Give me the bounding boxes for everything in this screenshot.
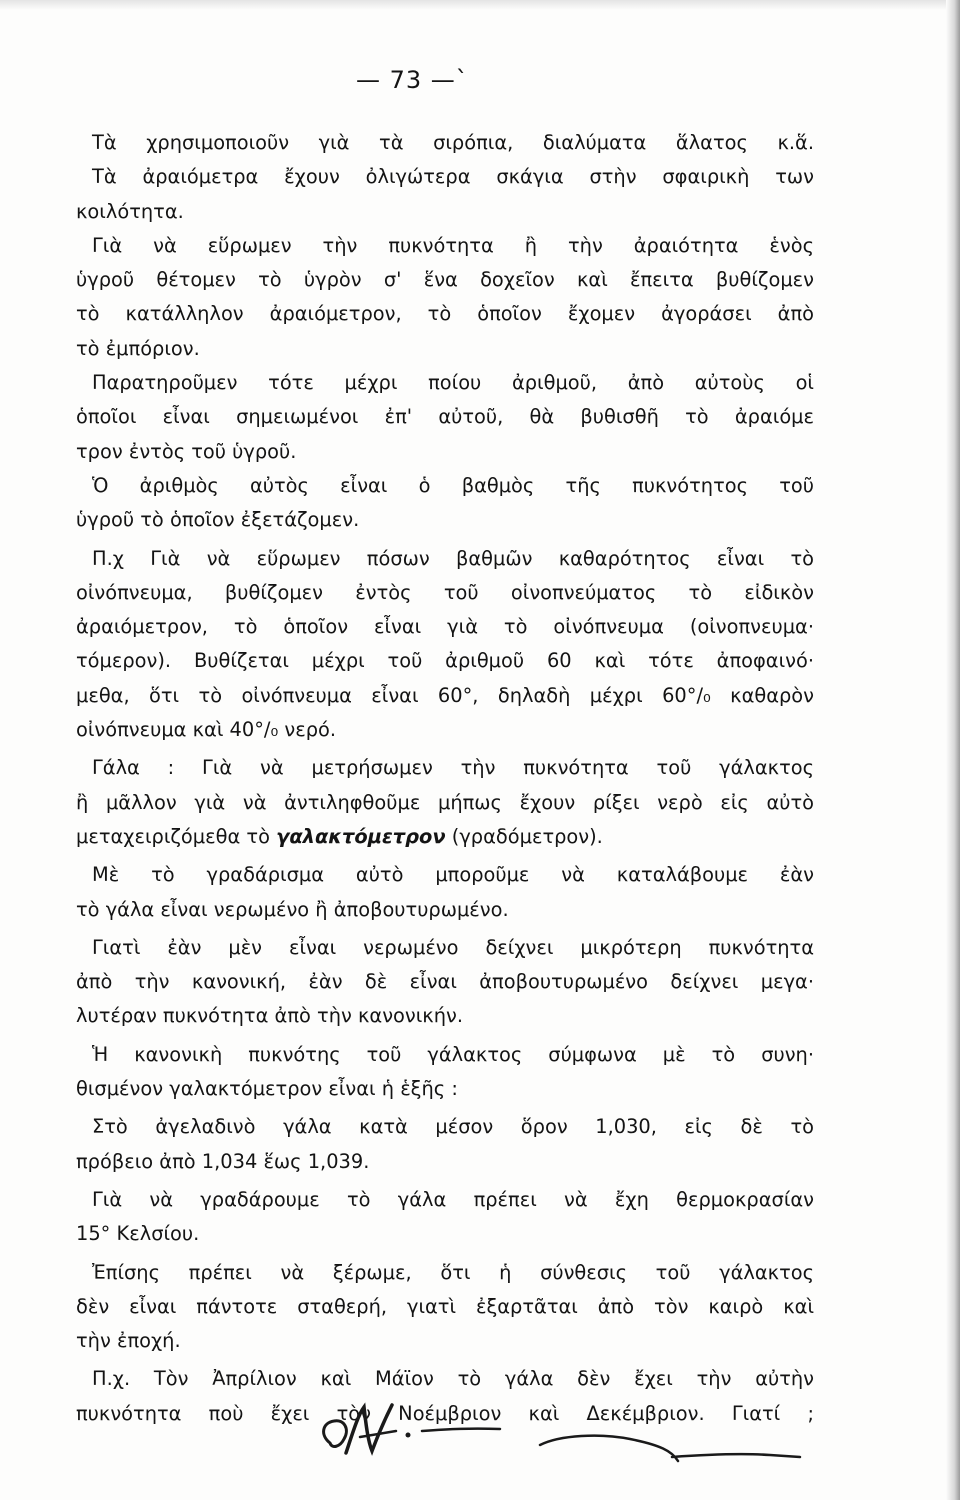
text-line: ὑγροῦ θέτομεν τὸ ὑγρὸν σ' ἕνα δοχεῖον καὶ ἔπειτα βυθίζομεν — [76, 268, 814, 292]
text-line: τὸ γάλα εἶναι νερωμένο ἢ ἀποβουτυρωμένο. — [76, 897, 509, 921]
text-line: κοιλότητα. — [76, 199, 184, 223]
page-number: — 73 —` — [356, 66, 469, 94]
text-line: πρόβειο ἀπὸ 1,034 ἕως 1,039. — [76, 1149, 370, 1173]
text-line: Γιατὶ ἐὰν μὲν εἶναι νερωμένο δείχνει μικρότερη πυκνότητα — [92, 935, 814, 959]
page-edge — [946, 0, 960, 1500]
text-line-mixed — [76, 820, 814, 854]
text-segment: (γραδόμετρον). — [451, 824, 603, 848]
text-line: τὸ κατάλληλον ἀραιόμετρον, τὸ ὁποῖον ἔχομεν ἀγοράσει ἀπὸ — [76, 302, 814, 326]
text-line: πυκνότητα ποὺ ἔχει τὸν Νοέμβριον καὶ Δεκέμβριον. Γιατί ; — [76, 1401, 814, 1425]
text-line: Ὁ ἀριθμὸς αὐτὸς εἶναι ὁ βαθμὸς τῆς πυκνότητος τοῦ — [92, 473, 814, 497]
text-line: λυτέραν πυκνότητα ἀπὸ τὴν κανονικήν. — [76, 1004, 463, 1028]
text-segment: μεταχειριζόμεθα τὸ — [76, 824, 270, 848]
text-line: Στὸ ἀγελαδινὸ γάλα κατὰ μέσον ὅρον 1,030, εἰς δὲ τὸ — [92, 1115, 814, 1139]
text-line: τόμερον). Βυθίζεται μέχρι τοῦ ἀριθμοῦ 60 καὶ τότε ἀποφαινό· — [76, 649, 814, 673]
text-line: τὸ ἐμπόριον. — [76, 336, 200, 360]
emphasized-term: γαλακτόμετρον — [276, 824, 446, 848]
text-line: Μὲ τὸ γραδάρισμα αὐτὸ μποροῦμε νὰ καταλάβουμε ἐὰν — [92, 863, 814, 887]
text-line: οἰνόπνευμα καὶ 40°/₀ νερό. — [76, 718, 337, 742]
text-line: Γάλα : Γιὰ νὰ μετρήσωμεν τὴν πυκνότητα τοῦ γάλακτος — [92, 756, 814, 780]
body-text — [76, 126, 814, 1431]
text-line: ὁποῖοι εἶναι σημειωμένοι ἐπ' αὐτοῦ, θὰ βυθισθῆ τὸ ἀραιόμε — [76, 405, 814, 429]
text-line: ἀραιόμετρον, τὸ ὁποῖον εἶναι γιὰ τὸ οἰνόπνευμα (οἰνοπνευμα· — [76, 615, 814, 639]
text-line: Παρατηροῦμεν τότε μέχρι ποίου ἀριθμοῦ, ἀπὸ αὐτοὺς οἱ — [92, 371, 814, 395]
text-line: οἰνόπνευμα, βυθίζομεν ἐντὸς τοῦ οἰνοπνεύματος τὸ εἰδικὸν — [76, 580, 814, 604]
text-line: Γιὰ νὰ γραδάρουμε τὸ γάλα πρέπει νὰ ἔχη θερμοκρασίαν — [92, 1187, 814, 1211]
scan-shadow-top — [0, 0, 960, 10]
text-line: Ἐπίσης πρέπει νὰ ξέρωμε, ὅτι ἡ σύνθεσις τοῦ γάλακτος — [92, 1260, 814, 1284]
handwritten-signature — [300, 1395, 820, 1475]
text-line: ἢ μᾶλλον γιὰ νὰ ἀντιληφθοῦμε μήπως ἔχουν ρίξει νερὸ εἰς αὐτὸ — [76, 790, 814, 814]
text-line: Ἡ κανονικὴ πυκνότης τοῦ γάλακτος σύμφωνα μὲ τὸ συνη· — [92, 1042, 814, 1066]
text-line: μεθα, ὅτι τὸ οἰνόπνευμα εἶναι 60°, δηλαδὴ μέχρι 60°/₀ καθαρὸν — [76, 683, 814, 707]
text-line: ὑγροῦ τὸ ὁποῖον ἐξετάζομεν. — [76, 508, 360, 532]
text-line: Π.χ Γιὰ νὰ εὕρωμεν πόσων βαθμῶν καθαρότητος εἶναι τὸ — [92, 546, 814, 570]
text-line: ἀπὸ τὴν κανονική, ἐὰν δὲ εἶναι ἀποβουτυρωμένο δείχνει μεγα· — [76, 970, 814, 994]
text-line: θισμένον γαλακτόμετρον εἶναι ἡ ἑξῆς : — [76, 1077, 458, 1101]
text-line: τὴν ἐποχή. — [76, 1329, 181, 1353]
text-line: δὲν εἶναι πάντοτε σταθερή, γιατὶ ἐξαρτᾶται ἀπὸ τὸν καιρὸ καὶ — [76, 1294, 814, 1318]
text-line: Τὰ ἀραιόμετρα ἔχουν ὀλιγώτερα σκάγια στὴν σφαιρικὴ των — [92, 165, 814, 189]
text-line: Τὰ χρησιμοποιοῦν γιὰ τὰ σιρόπια, διαλύματα ἅλατος κ.ἅ. — [92, 131, 814, 154]
text-line: Γιὰ νὰ εὕρωμεν τὴν πυκνότητα ἢ τὴν ἀραιότητα ἑνὸς — [92, 233, 814, 257]
text-line: Π.χ. Τὸν Ἀπρίλιον καὶ Μάϊον τὸ γάλα δὲν ἔχει τὴν αὐτὴν — [92, 1367, 814, 1391]
text-line: τρον ἐντὸς τοῦ ὑγροῦ. — [76, 439, 297, 463]
text-line: 15° Κελσίου. — [76, 1222, 200, 1246]
